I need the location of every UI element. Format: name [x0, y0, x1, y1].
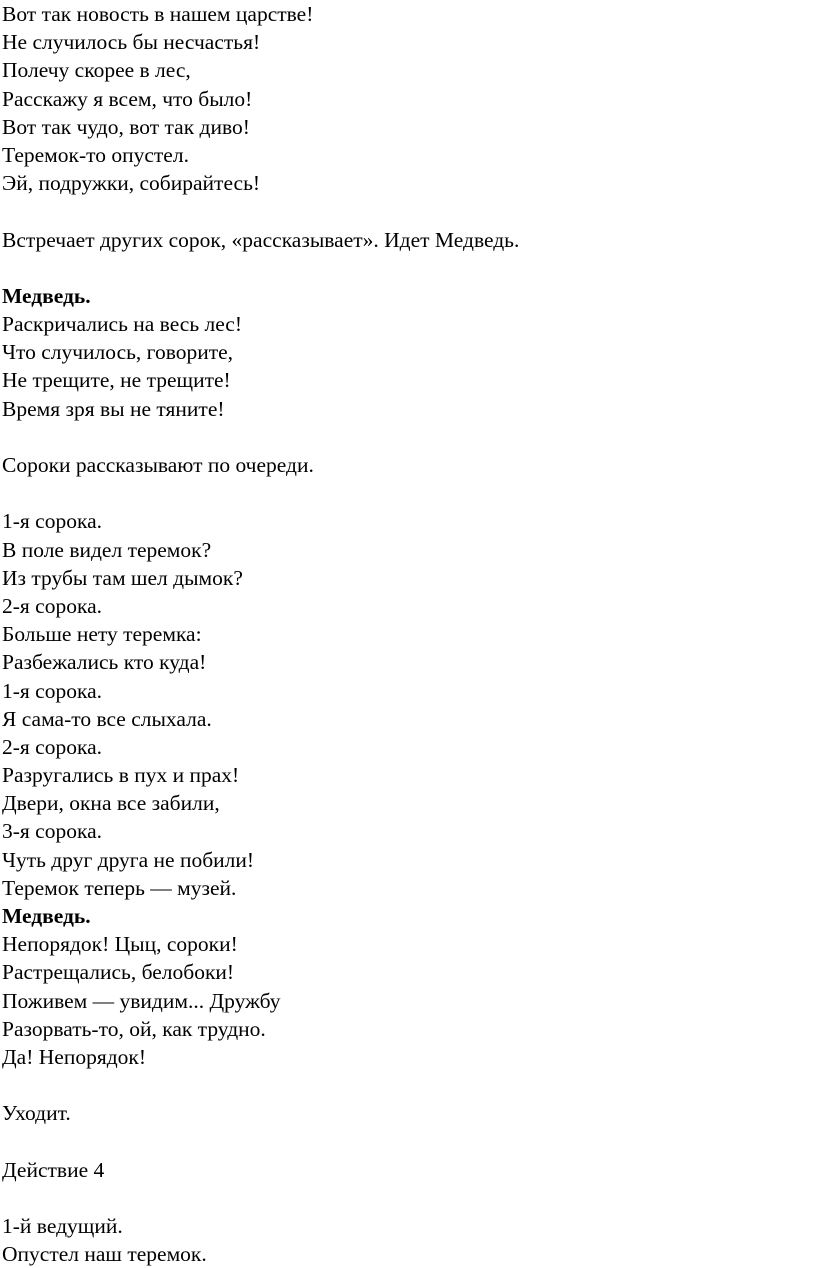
text-line: 2-я сорока. [2, 734, 103, 759]
text-line: Растрещались, белобоки! [2, 960, 235, 985]
text-line: Чуть друг друга не побили! [2, 847, 255, 872]
text-line: В поле видел теремок? [2, 537, 212, 562]
speaker-heading: Медведь. [2, 904, 91, 928]
text-line: Больше нету теремка: [2, 622, 202, 647]
text-line: Да! Непорядок! [2, 1044, 147, 1069]
blank-line [2, 1071, 812, 1099]
text-line: 1-я сорока. [2, 509, 103, 534]
text-line: Не трещите, не трещите! [2, 368, 231, 393]
text-line: Раскричались на весь лес! [2, 312, 243, 337]
text-line: Из трубы там шел дымок? [2, 565, 243, 590]
text-line: Двери, окна все забили, [2, 791, 220, 816]
text-line: Теремок теперь — музей. [2, 875, 237, 900]
document-body [2, 0, 812, 1268]
text-line: Разорвать-то, ой, как трудно. [2, 1016, 266, 1041]
blank-line [2, 423, 812, 451]
text-line: Что случилось, говорите, [2, 340, 234, 365]
text-line: Поживем — увидим... Дружбу [2, 988, 281, 1013]
text-line: Разругались в пух и прах! [2, 763, 240, 788]
text-line: Сороки рассказывают по очереди. [2, 453, 314, 477]
text-line: Эй, подружки, собирайтесь! [2, 171, 261, 196]
text-line: Действие 4 [2, 1157, 105, 1182]
text-line: Уходит. [2, 1101, 71, 1126]
text-line: Полечу скорее в лес, [2, 58, 191, 83]
text-line: Я сама-то все слыхала. [2, 706, 212, 731]
speaker-heading: Медведь. [2, 283, 91, 308]
text-line: Время зря вы не тяните! [2, 396, 225, 421]
text-line: Непорядок! Цыц, сороки! [2, 932, 238, 957]
text-line: Теремок-то опустел. [2, 142, 189, 167]
text-line: 3-я сорока. [2, 819, 103, 844]
blank-line [2, 479, 812, 507]
text-line: Расскажу я всем, что было! [2, 86, 253, 111]
text-line: Не случилось бы несчастья! [2, 30, 261, 55]
blank-line [2, 1128, 812, 1156]
text-line: Вот так новость в нашем царстве! [2, 2, 314, 26]
text-line: Разбежались кто куда! [2, 650, 207, 675]
text-line: Встречает других сорок, «рассказывает». Идет Медведь. [2, 227, 520, 252]
text-line: 1-я сорока. [2, 678, 103, 703]
text-line: Вот так чудо, вот так диво! [2, 114, 250, 139]
text-line: Опустел наш теремок. [2, 1242, 207, 1267]
text-line: 1-й ведущий. [2, 1214, 123, 1239]
blank-line [2, 1184, 812, 1212]
blank-line [2, 197, 812, 225]
text-line: 2-я сорока. [2, 593, 103, 618]
blank-line [2, 254, 812, 282]
